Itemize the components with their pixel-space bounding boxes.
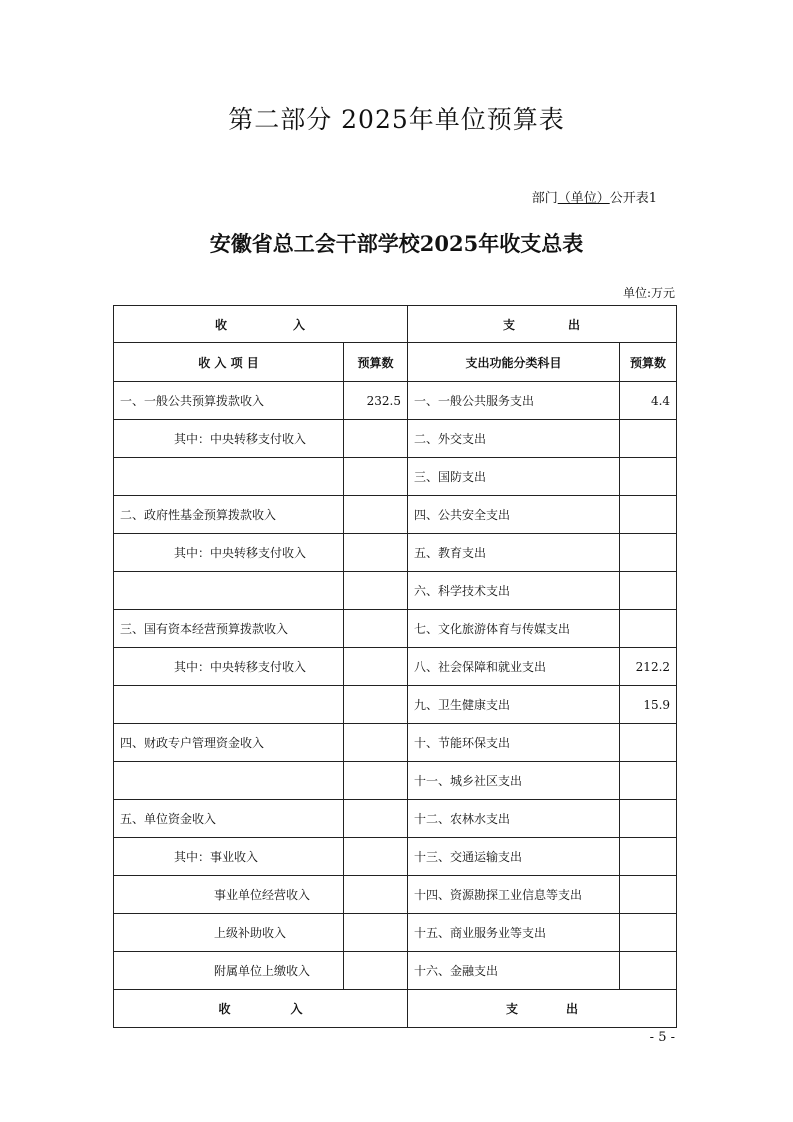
form-number-unit: （单位） [557, 191, 610, 206]
expense-amount-cell: 212.2 [620, 648, 677, 686]
income-group-header: 收 入 [114, 306, 408, 343]
expense-amount-header: 预算数 [620, 343, 677, 382]
table-row [114, 496, 677, 534]
expense-item-cell: 十四、资源勘探工业信息等支出 [408, 876, 620, 914]
expense-amount-cell [620, 876, 677, 914]
table-row [114, 686, 677, 724]
income-item-cell: 一、一般公共预算拨款收入 [114, 382, 344, 420]
expense-amount-cell: 4.4 [620, 382, 677, 420]
income-amount-cell [344, 876, 408, 914]
income-item-cell [114, 458, 344, 496]
expense-item-cell: 十六、金融支出 [408, 952, 620, 990]
form-number-prefix: 部门 [531, 191, 558, 206]
expense-item-cell: 六、科学技术支出 [408, 572, 620, 610]
income-item-cell: 其中：中央转移支付收入 [114, 534, 344, 572]
income-amount-cell [344, 420, 408, 458]
expense-amount-cell [620, 610, 677, 648]
table-row [114, 458, 677, 496]
income-item-cell: 事业单位经营收入 [114, 876, 344, 914]
expense-item-cell: 十三、交通运输支出 [408, 838, 620, 876]
income-amount-cell [344, 800, 408, 838]
expense-item-cell: 七、文化旅游体育与传媒支出 [408, 610, 620, 648]
income-amount-cell [344, 610, 408, 648]
table-row [114, 534, 677, 572]
table-row [114, 838, 677, 876]
income-item-cell: 其中：事业收入 [114, 838, 344, 876]
table-row [114, 952, 677, 990]
income-item-cell: 其中：中央转移支付收入 [114, 648, 344, 686]
income-item-header: 收 入 项 目 [114, 343, 344, 382]
income-amount-cell [344, 534, 408, 572]
table-row [114, 420, 677, 458]
column-header-row [114, 343, 677, 382]
expense-item-cell: 十、节能环保支出 [408, 724, 620, 762]
expense-amount-cell [620, 838, 677, 876]
expense-amount-cell: 15.9 [620, 686, 677, 724]
income-amount-cell [344, 648, 408, 686]
income-amount-cell [344, 686, 408, 724]
table-row [114, 914, 677, 952]
income-item-cell: 上级补助收入 [114, 914, 344, 952]
income-footer-cell: 收 入 [114, 990, 408, 1028]
table-row [114, 610, 677, 648]
income-amount-cell [344, 914, 408, 952]
expense-item-cell: 八、社会保障和就业支出 [408, 648, 620, 686]
expense-amount-cell [620, 914, 677, 952]
page-number: - 5 - [649, 1030, 675, 1045]
expense-item-cell: 二、外交支出 [408, 420, 620, 458]
unit-label: 单位:万元 [622, 286, 675, 300]
table-row [114, 762, 677, 800]
expense-amount-cell [620, 724, 677, 762]
income-item-cell: 其中：中央转移支付收入 [114, 420, 344, 458]
footer-row [114, 990, 677, 1028]
part-title: 第二部分 2025年单位预算表 [228, 105, 565, 134]
income-item-cell [114, 572, 344, 610]
expense-item-cell: 五、教育支出 [408, 534, 620, 572]
expense-amount-cell [620, 534, 677, 572]
table-row [114, 382, 677, 420]
expense-amount-cell [620, 762, 677, 800]
income-amount-cell [344, 952, 408, 990]
table-row [114, 572, 677, 610]
income-item-cell: 附属单位上缴收入 [114, 952, 344, 990]
table-row [114, 724, 677, 762]
income-item-cell: 五、单位资金收入 [114, 800, 344, 838]
form-number-suffix: 公开表1 [609, 191, 657, 206]
income-amount-cell [344, 458, 408, 496]
budget-table-body [114, 306, 677, 1028]
income-item-cell [114, 762, 344, 800]
expense-item-cell: 九、卫生健康支出 [408, 686, 620, 724]
expense-amount-cell [620, 496, 677, 534]
table-title: 安徽省总工会干部学校2025年收支总表 [209, 231, 584, 256]
income-amount-cell [344, 838, 408, 876]
expense-amount-cell [620, 800, 677, 838]
income-amount-cell: 232.5 [344, 382, 408, 420]
table-row [114, 800, 677, 838]
expense-item-cell: 十五、商业服务业等支出 [408, 914, 620, 952]
expense-amount-cell [620, 952, 677, 990]
group-header-row [114, 306, 677, 343]
income-amount-header: 预算数 [344, 343, 408, 382]
expense-amount-cell [620, 420, 677, 458]
table-row [114, 648, 677, 686]
income-amount-cell [344, 572, 408, 610]
form-number [532, 187, 657, 206]
income-item-cell [114, 686, 344, 724]
expense-item-cell: 一、一般公共服务支出 [408, 382, 620, 420]
expense-footer-cell: 支 出 [408, 990, 677, 1028]
income-amount-cell [344, 762, 408, 800]
expense-item-cell: 十二、农林水支出 [408, 800, 620, 838]
income-amount-cell [344, 496, 408, 534]
income-item-cell: 四、财政专户管理资金收入 [114, 724, 344, 762]
expense-item-header: 支出功能分类科目 [408, 343, 620, 382]
income-item-cell: 二、政府性基金预算拨款收入 [114, 496, 344, 534]
expense-item-cell: 三、国防支出 [408, 458, 620, 496]
income-item-cell: 三、国有资本经营预算拨款收入 [114, 610, 344, 648]
income-amount-cell [344, 724, 408, 762]
table-row [114, 876, 677, 914]
expense-item-cell: 四、公共安全支出 [408, 496, 620, 534]
expense-item-cell: 十一、城乡社区支出 [408, 762, 620, 800]
expense-group-header: 支 出 [408, 306, 677, 343]
budget-table [113, 305, 677, 1028]
expense-amount-cell [620, 572, 677, 610]
expense-amount-cell [620, 458, 677, 496]
